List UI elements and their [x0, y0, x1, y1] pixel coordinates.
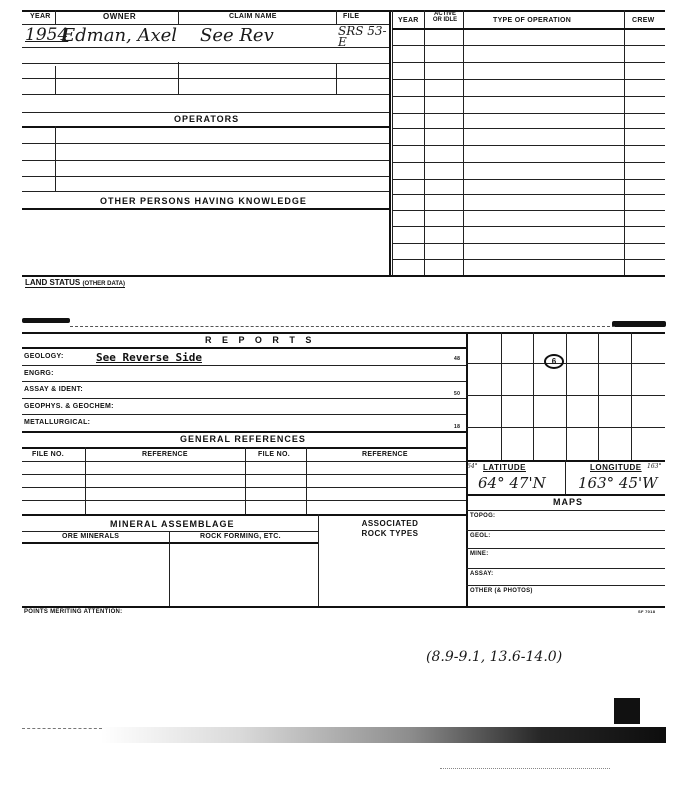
maps-title: MAPS: [553, 497, 584, 507]
maps-topog-label: TOPOG:: [470, 513, 496, 519]
latitude-label: LATITUDE: [483, 463, 526, 472]
ref-file-no-1-header: FILE NO.: [32, 451, 64, 458]
handwritten-note: (8.9-9.1, 13.6-14.0): [426, 649, 563, 665]
other-persons-label: OTHER PERSONS HAVING KNOWLEDGE: [100, 196, 307, 206]
lat-prefix: 64°: [467, 463, 478, 470]
assay-ident-label: ASSAY & IDENT:: [24, 386, 84, 393]
active-or-idle-header: [430, 11, 460, 23]
lon-suffix: 163°: [647, 463, 662, 470]
col-claim-name-header: CLAIM NAME: [229, 13, 277, 20]
geology-value: See Reverse Side: [96, 351, 202, 364]
points-meriting-attention-label: POINTS MERITING ATTENTION:: [24, 609, 123, 615]
crew-header: CREW: [632, 17, 655, 24]
associated-label: ASSOCIATED: [361, 519, 419, 528]
mineral-assemblage-title: MINERAL ASSEMBLAGE: [110, 519, 235, 529]
general-references-title: GENERAL REFERENCES: [180, 434, 306, 444]
maps-other-label: OTHER (& PHOTOS): [470, 588, 533, 594]
claim-owner: Edman, Axel: [62, 25, 178, 46]
ore-minerals-header: ORE MINERALS: [62, 533, 120, 540]
assay-number: 50: [454, 391, 461, 397]
ref-reference-1-header: REFERENCE: [142, 451, 188, 458]
rock-forming-header: ROCK FORMING, ETC.: [200, 533, 281, 540]
type-of-operation-header: TYPE OF OPERATION: [493, 17, 572, 24]
col-year-header: YEAR: [30, 13, 51, 20]
operators-label: OPERATORS: [174, 114, 240, 124]
ink-smudge: [22, 318, 70, 323]
geology-label: GEOLOGY:: [24, 353, 64, 360]
geophys-geochem-label: GEOPHYS. & GEOCHEM:: [24, 403, 114, 410]
claim-file: SRS 53-E: [338, 24, 387, 49]
active-label: ACTIVE: [433, 11, 456, 17]
ref-reference-2-header: REFERENCE: [362, 451, 408, 458]
scan-noise-band: [100, 727, 666, 743]
claim-name: See Rev: [200, 25, 274, 46]
ink-smudge: [612, 321, 666, 327]
engrg-label: ENGRG:: [24, 370, 54, 377]
scan-black-square: [614, 698, 640, 724]
land-status: [25, 278, 125, 288]
or-idle-label: OR IDLE: [432, 17, 458, 23]
geology-number: 48: [454, 356, 461, 362]
associated-rock-types-header: [340, 519, 440, 539]
longitude-label: LONGITUDE: [590, 463, 642, 472]
land-status-label: LAND STATUS: [25, 278, 81, 287]
maps-geol-label: GEOL:: [470, 533, 491, 539]
activity-year-header: YEAR: [398, 17, 419, 24]
metallurgical-number: 18: [454, 424, 461, 430]
maps-mine-label: MINE:: [470, 551, 489, 557]
metallurgical-label: METALLURGICAL:: [24, 419, 91, 426]
rock-types-label: ROCK TYPES: [361, 529, 419, 538]
ref-file-no-2-header: FILE NO.: [258, 451, 290, 458]
maps-assay-label: ASSAY:: [470, 571, 494, 577]
grid-section-mark: 6: [544, 354, 564, 369]
land-status-sub: (OTHER DATA): [82, 281, 125, 287]
col-owner-header: OWNER: [103, 12, 137, 21]
form-number: SF 7018: [638, 609, 656, 614]
longitude-value: 163° 45'W: [578, 474, 658, 492]
claim-year: 1954: [25, 25, 69, 45]
col-file-header: FILE: [343, 13, 360, 20]
latitude-value: 64° 47'N: [478, 474, 546, 492]
reports-title: R E P O R T S: [205, 335, 316, 345]
